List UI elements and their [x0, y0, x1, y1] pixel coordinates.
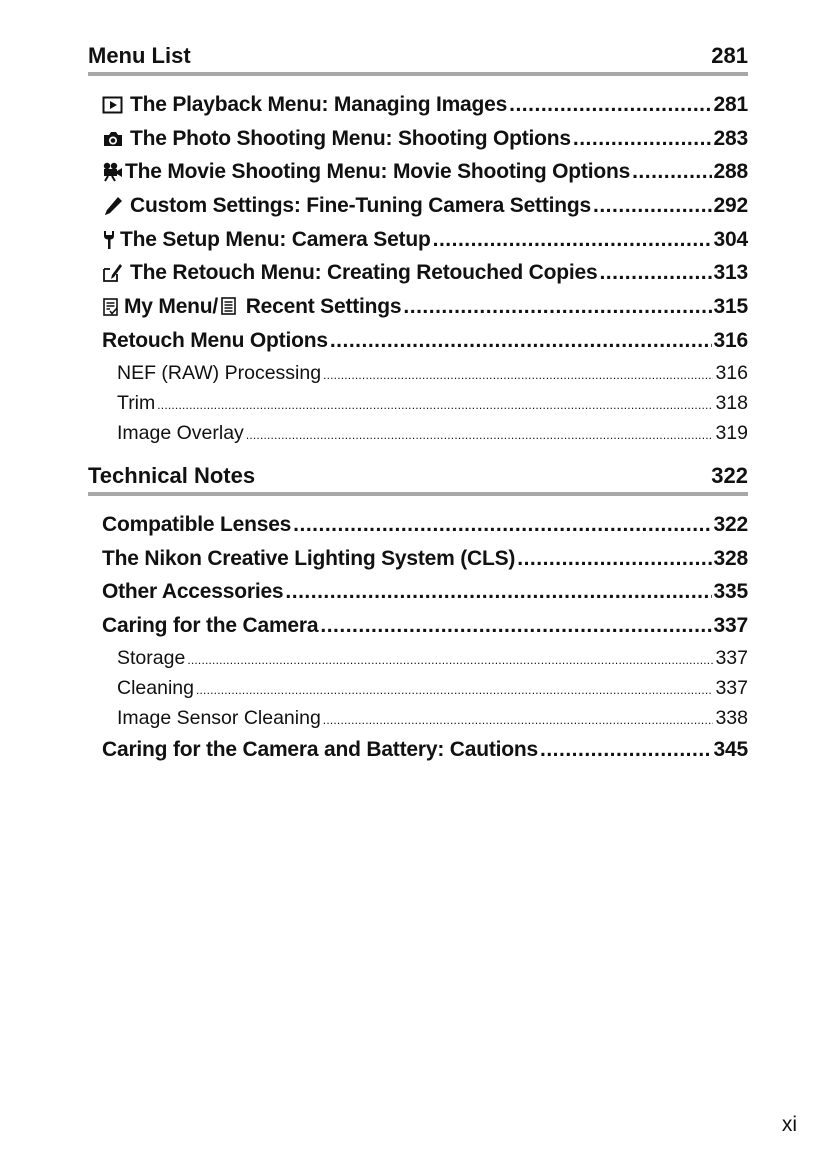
section-menu-list: [88, 43, 748, 448]
dot-leader: [509, 88, 711, 122]
movie-camera-icon: [102, 162, 122, 182]
entry-page-number: 316: [715, 361, 748, 384]
entry-page-number: 316: [713, 328, 748, 352]
entry-title: Storage: [117, 646, 186, 669]
toc-entry-list: [88, 508, 748, 766]
entry-title: Other Accessories: [102, 580, 284, 604]
dot-leader: [599, 256, 711, 290]
dot-leader: [320, 609, 711, 643]
entry-page-number: 281: [713, 93, 748, 116]
dot-leader: [246, 418, 714, 450]
entry-title: Custom Settings: Fine-Tuning Camera Settings: [130, 194, 592, 218]
section-page-number[interactable]: 322: [711, 463, 748, 488]
pencil-icon: [102, 196, 124, 216]
dot-leader: [187, 643, 713, 675]
entry-page-number: 338: [715, 706, 748, 729]
dot-leader: [593, 189, 712, 223]
my-menu-icon: [102, 297, 120, 317]
playback-icon: [102, 95, 124, 115]
dot-leader: [632, 155, 711, 189]
section-heading: [88, 463, 748, 496]
entry-title: Caring for the Camera: [102, 614, 319, 638]
entry-title: The Playback Menu: Managing Images: [130, 93, 508, 116]
dot-leader: [330, 324, 712, 358]
entry-page-number: 292: [713, 194, 748, 218]
dot-leader: [157, 388, 713, 420]
section-technical-notes: [88, 463, 748, 766]
camera-icon: [102, 129, 124, 149]
toc-entry[interactable]: [88, 733, 748, 767]
page-folio: xi: [781, 1113, 797, 1136]
entry-title: Image Sensor Cleaning: [117, 706, 321, 729]
toc-entry[interactable]: [88, 155, 748, 189]
entry-title: Image Overlay: [117, 421, 244, 444]
entry-title: Trim: [117, 391, 156, 414]
section-title[interactable]: Technical Notes: [88, 463, 256, 488]
toc-entry[interactable]: [88, 575, 748, 609]
dot-leader: [540, 733, 712, 767]
dot-leader: [517, 542, 711, 576]
entry-page-number: 288: [713, 160, 748, 184]
toc-entry[interactable]: [88, 290, 748, 324]
toc-entry-list: [88, 88, 748, 448]
dot-leader: [403, 290, 711, 324]
entry-page-number: 337: [715, 646, 748, 669]
toc-entry[interactable]: [88, 122, 748, 156]
entry-title: The Nikon Creative Lighting System (CLS): [102, 546, 516, 570]
entry-page-number: 337: [715, 676, 748, 699]
toc-entry[interactable]: [88, 324, 748, 358]
section-title[interactable]: Menu List: [88, 43, 191, 68]
dot-leader: [433, 223, 712, 257]
recent-settings-icon: [220, 293, 238, 313]
entry-title: The Movie Shooting Menu: Movie Shooting Options: [125, 160, 631, 184]
toc-subentry[interactable]: [88, 418, 748, 448]
entry-page-number: 345: [713, 737, 748, 761]
toc-entry[interactable]: [88, 88, 748, 122]
dot-leader: [323, 703, 714, 735]
dot-leader: [196, 673, 713, 705]
entry-page-number: 318: [715, 391, 748, 414]
entry-page-number: 322: [713, 513, 748, 536]
toc-entry[interactable]: [88, 256, 748, 290]
toc-entry[interactable]: [88, 223, 748, 257]
wrench-icon: [102, 230, 116, 250]
toc-subentry[interactable]: [88, 673, 748, 703]
entry-page-number: 315: [713, 295, 748, 319]
entry-title-part: My Menu/: [124, 295, 219, 319]
dot-leader: [573, 122, 712, 156]
entry-title: The Retouch Menu: Creating Retouched Copies: [130, 261, 598, 285]
section-heading: [88, 43, 748, 76]
entry-title-part: Recent Settings: [240, 295, 402, 319]
toc-entry[interactable]: [88, 542, 748, 576]
entry-title: [124, 290, 401, 324]
entry-title: Retouch Menu Options: [102, 328, 328, 352]
toc-entry[interactable]: [88, 508, 748, 542]
toc-subentry[interactable]: [88, 703, 748, 733]
entry-title: NEF (RAW) Processing: [117, 361, 322, 384]
toc-subentry[interactable]: [88, 358, 748, 388]
dot-leader: [323, 358, 713, 390]
entry-title: Compatible Lenses: [102, 513, 292, 536]
entry-page-number: 304: [713, 227, 748, 251]
entry-page-number: 319: [715, 421, 748, 444]
toc-entry[interactable]: [88, 609, 748, 643]
entry-title: Cleaning: [117, 676, 194, 699]
entry-title: Caring for the Camera and Battery: Cautions: [102, 737, 538, 761]
entry-page-number: 337: [713, 614, 748, 638]
toc-subentry[interactable]: [88, 643, 748, 673]
retouch-icon: [102, 263, 124, 283]
dot-leader: [285, 575, 711, 609]
toc-subentry[interactable]: [88, 388, 748, 418]
entry-title: The Setup Menu: Camera Setup: [120, 227, 431, 251]
entry-title: The Photo Shooting Menu: Shooting Options: [130, 126, 571, 150]
entry-page-number: 335: [713, 580, 748, 604]
section-page-number[interactable]: 281: [711, 43, 748, 68]
dot-leader: [293, 508, 711, 542]
toc-entry[interactable]: [88, 189, 748, 223]
entry-page-number: 283: [713, 126, 748, 150]
entry-page-number: 328: [713, 546, 748, 570]
entry-page-number: 313: [713, 261, 748, 285]
